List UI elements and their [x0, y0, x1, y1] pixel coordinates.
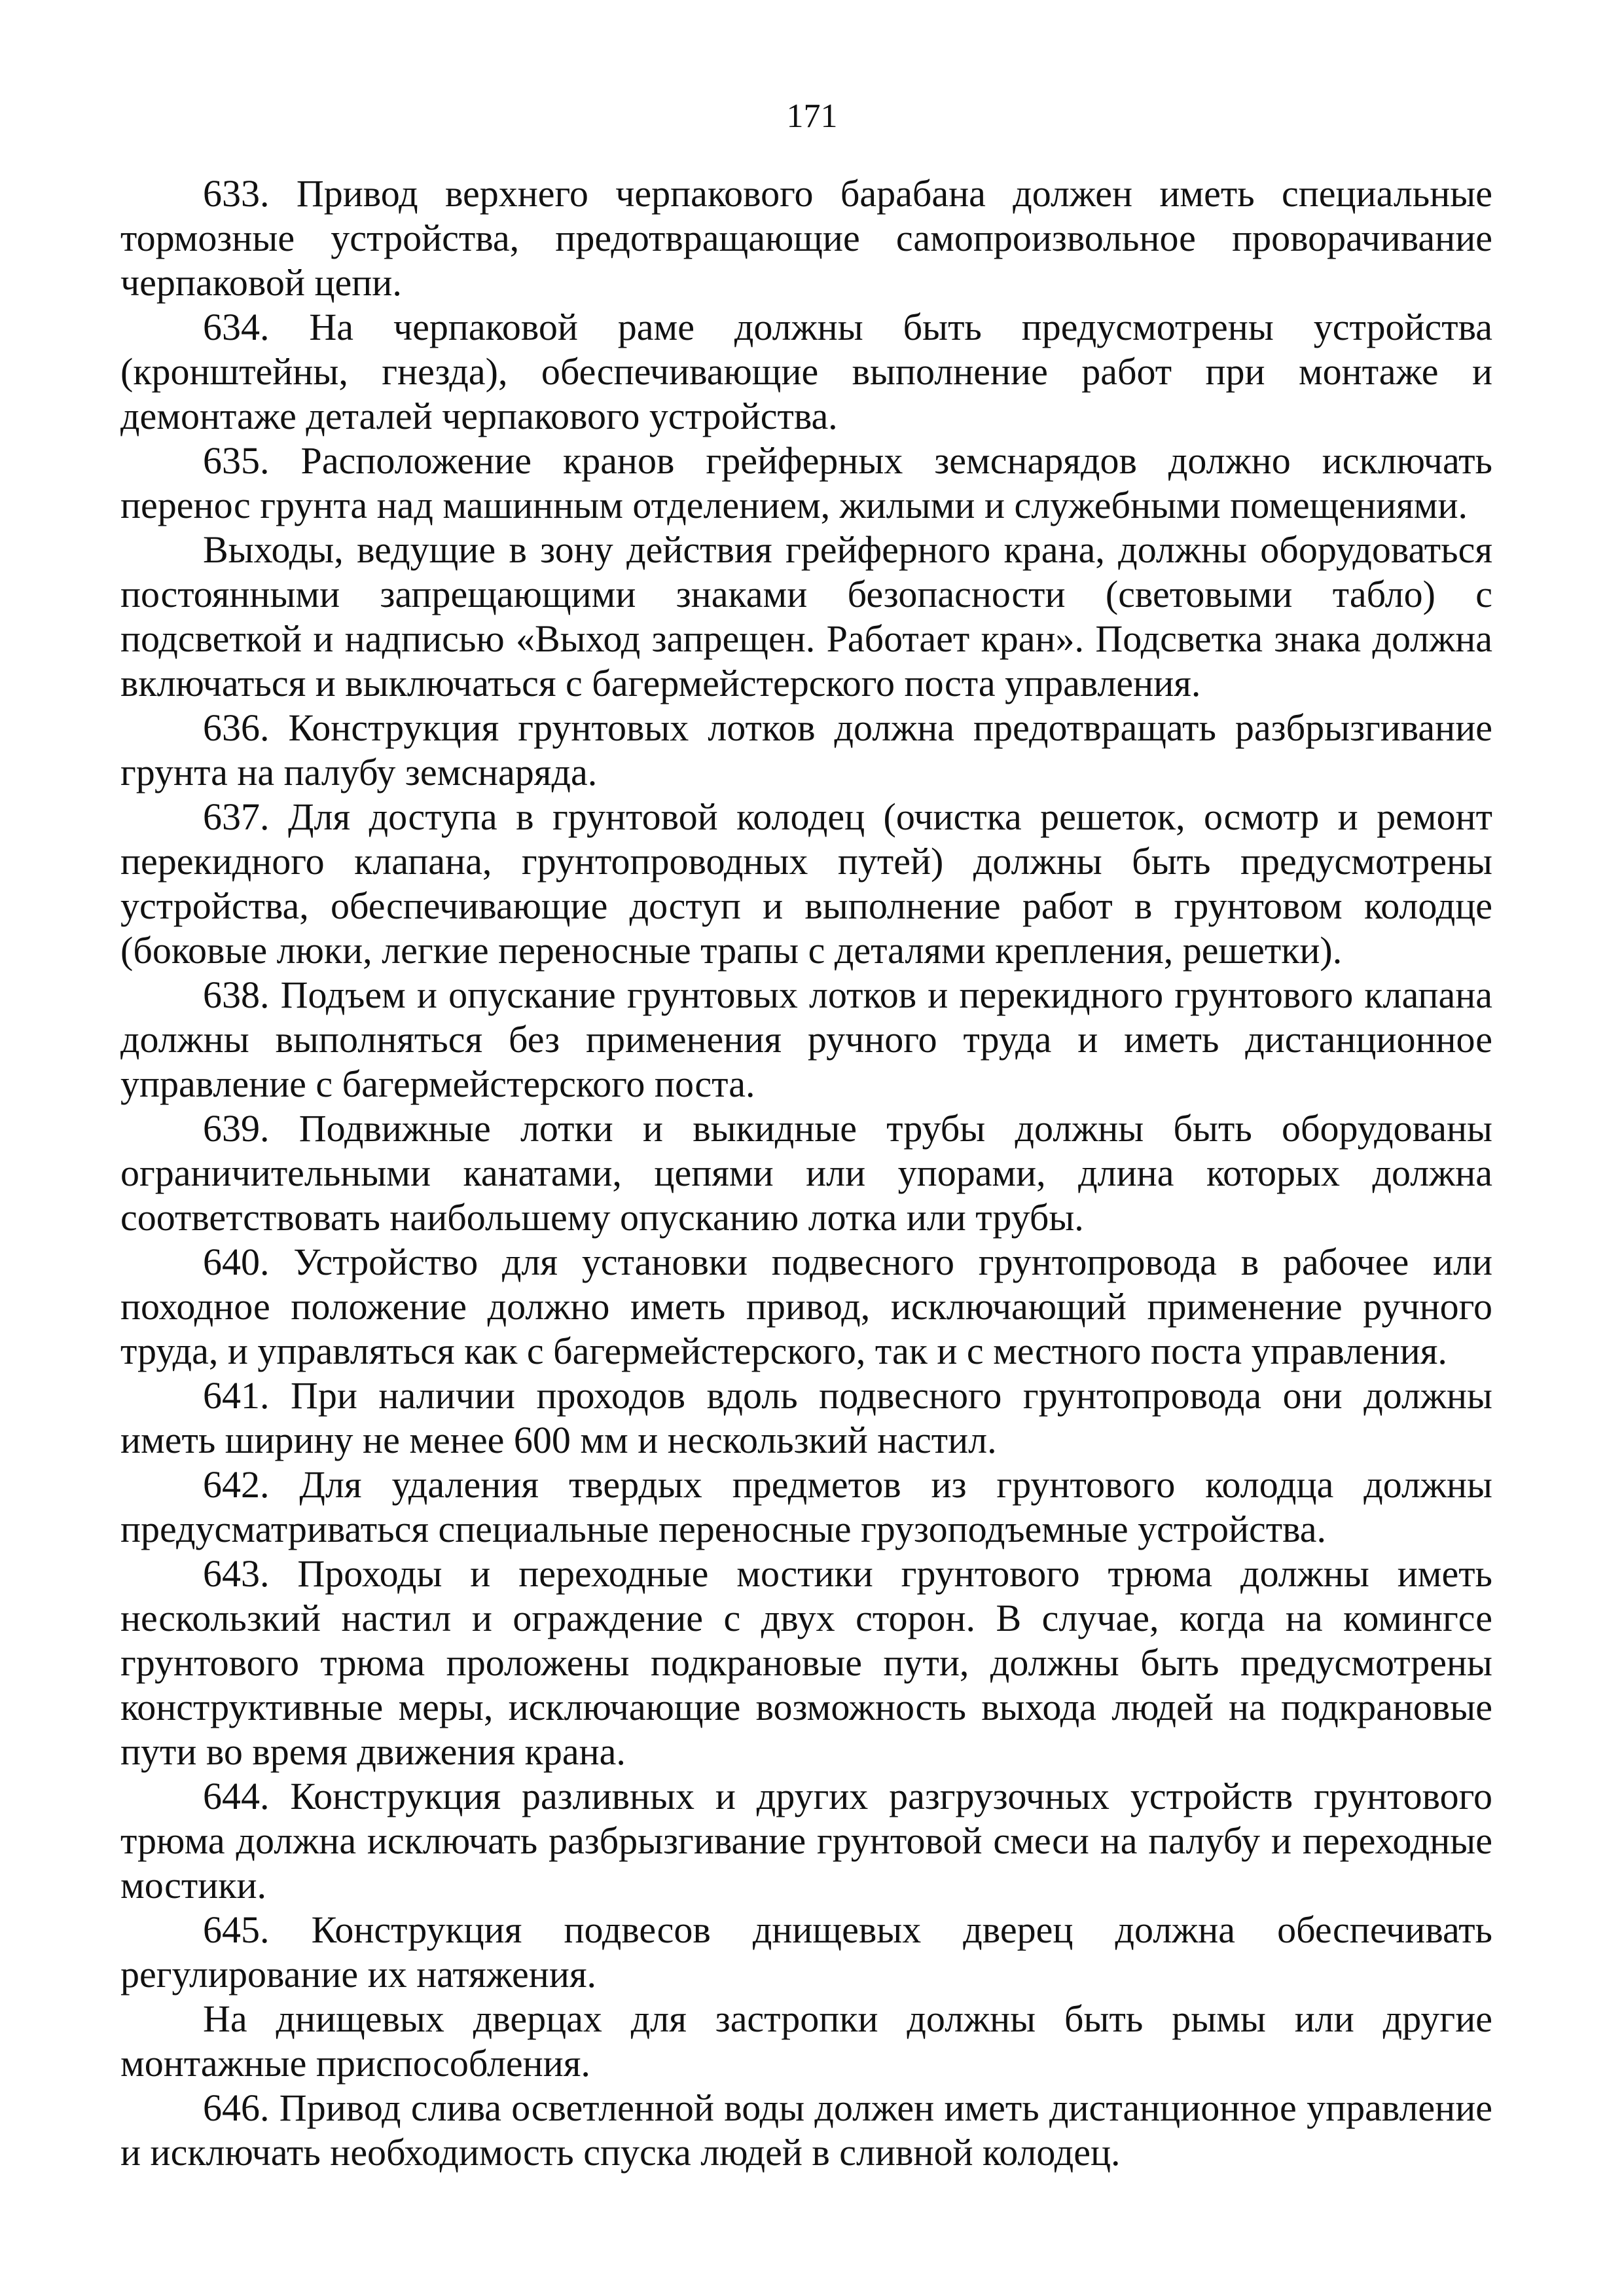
paragraph-633: 633. Привод верхнего черпакового барабана должен иметь специальные тормозные устройства, предотвращающие самопроизвольное проворачивание черпаковой цепи.: [120, 172, 1492, 304]
paragraph-637: 637. Для доступа в грунтовой колодец (очистка решеток, осмотр и ремонт перекидного клапана, грунтопроводных путей) должны быть предусмотрены устройства, обеспечивающие доступ и выполнение работ в грунтовом колодце (боковые люки, легкие переносные трапы с деталями крепления, решетки).: [120, 795, 1492, 972]
paragraph-642: 642. Для удаления твердых предметов из грунтового колодца должны предусматриваться специальные переносные грузоподъемные устройства.: [120, 1463, 1492, 1550]
paragraph-635: 635. Расположение кранов грейферных земснарядов должно исключать перенос грунта над машинным отделением, жилыми и служебными помещениями.: [120, 439, 1492, 526]
paragraph-645-continued: На днищевых дверцах для застропки должны быть рымы или другие монтажные приспособления.: [120, 1997, 1492, 2085]
paragraph-643: 643. Проходы и переходные мостики грунтового трюма должны иметь нескользкий настил и ограждение с двух сторон. В случае, когда на комингсе грунтового трюма проложены подкрановые пути, должны быть предусмотрены конструктивные меры, исключающие возможность выхода людей на подкрановые пути во время движения крана.: [120, 1552, 1492, 1773]
page-number: 171: [786, 98, 838, 135]
document-body: [120, 172, 1492, 2175]
paragraph-640: 640. Устройство для установки подвесного грунтопровода в рабочее или походное положение должно иметь привод, исключающий применение ручного труда, и управляться как с багермейстерского, так и с местного поста управления.: [120, 1241, 1492, 1372]
paragraph-641: 641. При наличии проходов вдоль подвесного грунтопровода они должны иметь ширину не менее 600 мм и нескользкий настил.: [120, 1374, 1492, 1461]
paragraph-635-continued: Выходы, ведущие в зону действия грейферного крана, должны оборудоваться постоянными запрещающими знаками безопасности (световыми табло) с подсветкой и надписью «Выход запрещен. Работает кран». Подсветка знака должна включаться и выключаться с багермейстерского поста управления.: [120, 528, 1492, 704]
paragraph-634: 634. На черпаковой раме должны быть предусмотрены устройства (кронштейны, гнезда), обеспечивающие выполнение работ при монтаже и демонтаже деталей черпакового устройства.: [120, 306, 1492, 437]
paragraph-645: 645. Конструкция подвесов днищевых дверец должна обеспечивать регулирование их натяжения.: [120, 1908, 1492, 1995]
paragraph-646: 646. Привод слива осветленной воды должен иметь дистанционное управление и исключать необходимость спуска людей в сливной колодец.: [120, 2086, 1492, 2174]
paragraph-639: 639. Подвижные лотки и выкидные трубы должны быть оборудованы ограничительными канатами, цепями или упорами, длина которых должна соответствовать наибольшему опусканию лотка или трубы.: [120, 1107, 1492, 1239]
paragraph-638: 638. Подъем и опускание грунтовых лотков и перекидного грунтового клапана должны выполняться без применения ручного труда и иметь дистанционное управление с багермейстерского поста.: [120, 974, 1492, 1105]
paragraph-644: 644. Конструкция разливных и других разгрузочных устройств грунтового трюма должна исключать разбрызгивание грунтовой смеси на палубу и переходные мостики.: [120, 1775, 1492, 1906]
paragraph-636: 636. Конструкция грунтовых лотков должна предотвращать разбрызгивание грунта на палубу земснаряда.: [120, 706, 1492, 793]
